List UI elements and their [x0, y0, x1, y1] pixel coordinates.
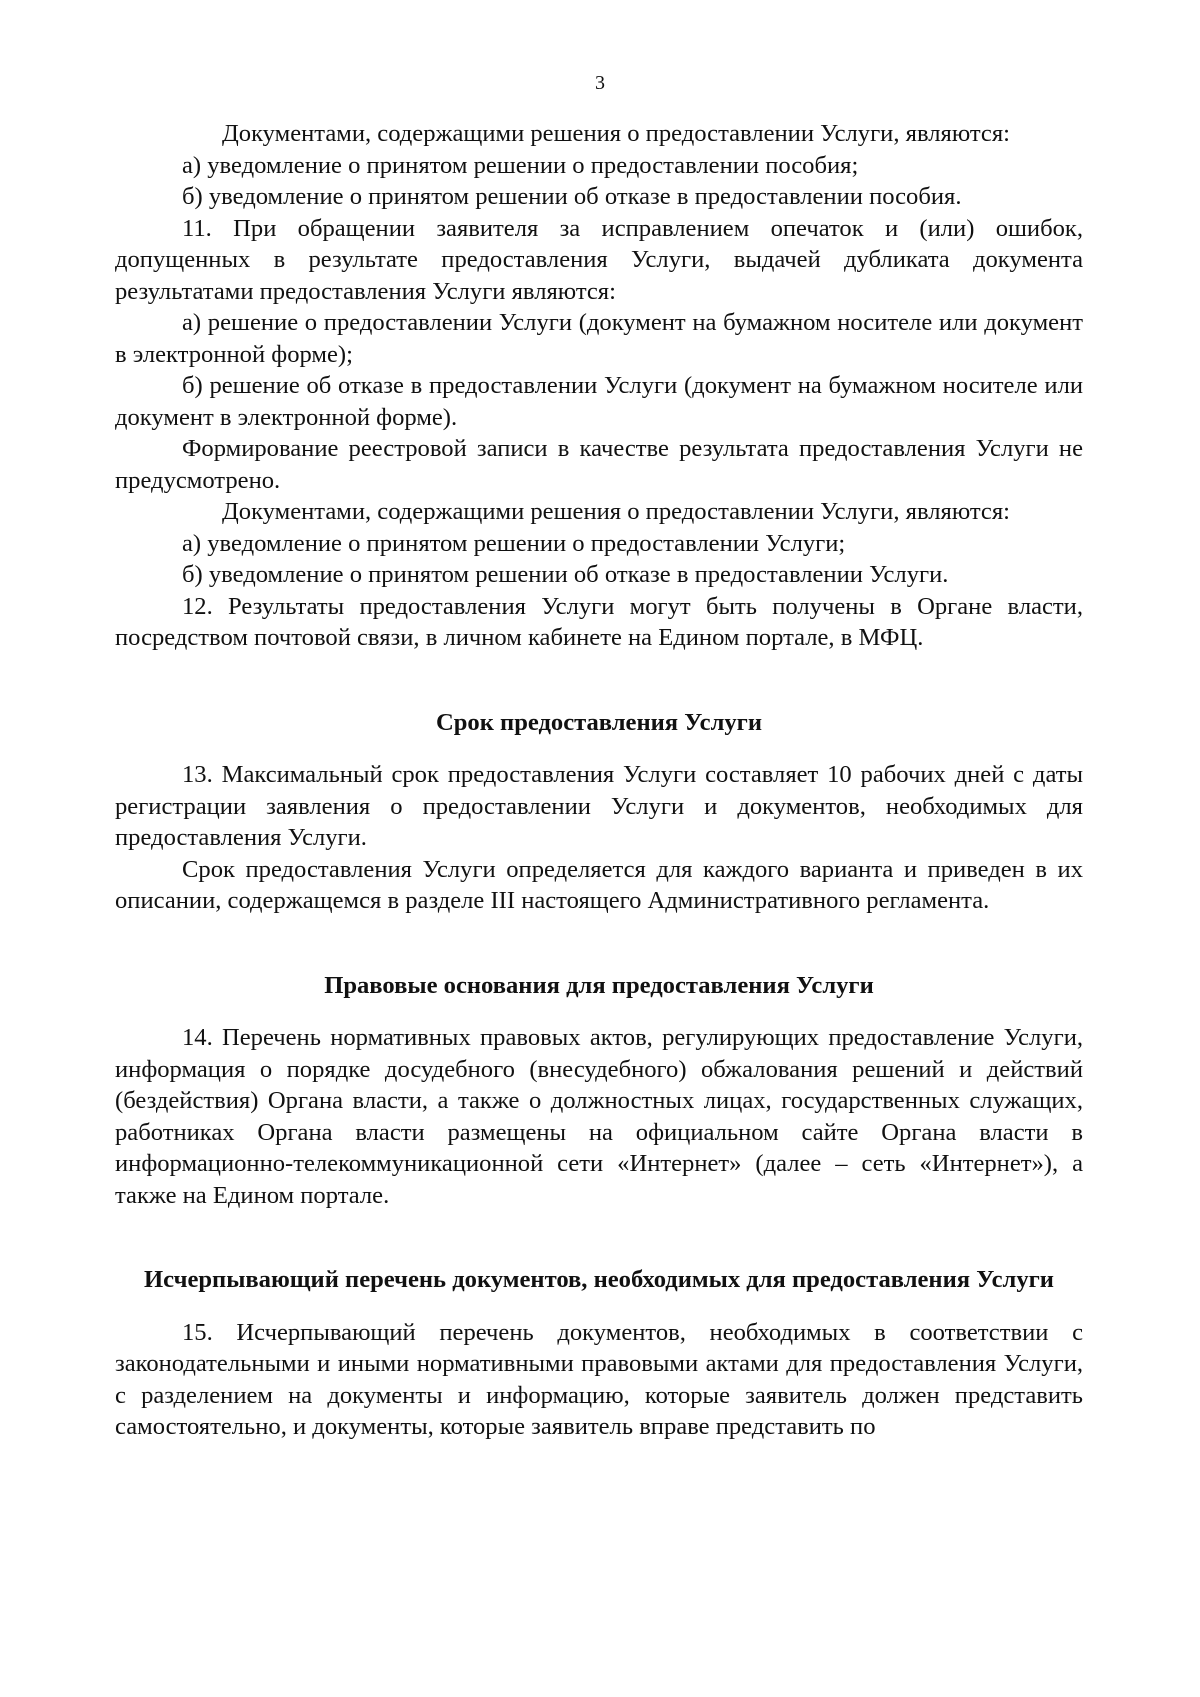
section-heading: Правовые основания для предоставления Услуги [324, 971, 874, 999]
section-heading: Срок предоставления Услуги [435, 708, 763, 736]
paragraph: 13. Максимальный срок предоставления Услуги составляет 10 рабочих дней с даты регистрации заявления о предоставлении Услуги и документов, необходимых для предоставления Услуги. [115, 761, 1083, 851]
paragraph: б) решение об отказе в предоставлении Услуги (документ на бумажном носителе или документ в электронной форме). [115, 372, 1083, 431]
page-number: 3 [595, 72, 605, 94]
paragraph: Документами, содержащими решения о предоставлении Услуги, являются: [222, 120, 1010, 147]
paragraph: б) уведомление о принятом решении об отказе в предоставлении Услуги. [182, 561, 949, 588]
paragraph: Срок предоставления Услуги определяется для каждого варианта и приведен в их описании, содержащемся в разделе III настоящего Административного регламента. [115, 855, 1083, 914]
paragraph: а) решение о предоставлении Услуги (документ на бумажном носителе или документ в электронной форме); [115, 309, 1083, 368]
paragraph: а) уведомление о принятом решении о предоставлении Услуги; [182, 529, 846, 557]
paragraph: Формирование реестровой записи в качестве результата предоставления Услуги не предусмотрено. [115, 435, 1083, 494]
paragraph: а) уведомление о принятом решении о предоставлении пособия; [182, 151, 859, 179]
paragraph: Документами, содержащими решения о предоставлении Услуги, являются: [222, 498, 1010, 525]
section-heading: Исчерпывающий перечень документов, необходимых для предоставления Услуги [144, 1266, 1054, 1293]
paragraph: б) уведомление о принятом решении об отказе в предоставлении пособия. [182, 183, 962, 210]
document-body [115, 118, 1083, 1443]
paragraph: 12. Результаты предоставления Услуги могут быть получены в Органе власти, посредством почтовой связи, в личном кабинете на Едином портале, в МФЦ. [115, 592, 1083, 651]
paragraph: 11. При обращении заявителя за исправлением опечаток и (или) ошибок, допущенных в результате предоставления Услуги, выдачей дубликата документа результатами предоставления Услуги являются: [115, 214, 1083, 305]
paragraph: 15. Исчерпывающий перечень документов, необходимых в соответствии с законодательными и иными нормативными правовыми актами для предоставления Услуги, с разделением на документы и информацию, которые заявитель должен представить самостоятельно, и документы, которые заявитель вправе представить по [115, 1318, 1083, 1440]
paragraph: 14. Перечень нормативных правовых актов, регулирующих предоставление Услуги, информация о порядке досудебного (внесудебного) обжалования решений и действий (бездействия) Органа власти, а также о должностных лицах, государственных служащих, работниках Органа власти размещены на официальном сайте Органа власти в информационно-телекоммуникационной сети «Интернет» (далее – сеть «Интернет»), а также на Едином портале. [115, 1024, 1083, 1209]
